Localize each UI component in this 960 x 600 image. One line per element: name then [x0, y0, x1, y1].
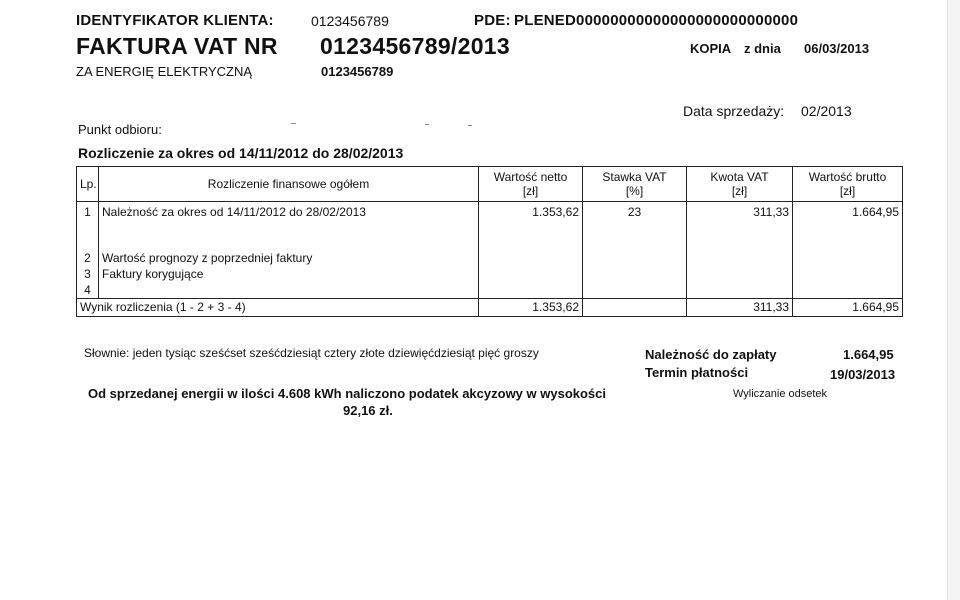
amount-in-words: Słownie: jeden tysiąc sześćset sześćdziesiąt cztery złote dziewięćdziesiąt pięć groszy [84, 346, 539, 360]
cell-brutto [793, 282, 903, 299]
sale-date-value: 02/2013 [801, 103, 852, 119]
table-row [77, 282, 903, 299]
amount-due-label: Należność do zapłaty [645, 347, 777, 362]
sale-date-label: Data sprzedaży: [683, 103, 785, 119]
cell-brutto: 1.664,95 [793, 202, 903, 225]
energy-label: ZA ENERGIĘ ELEKTRYCZNĄ [76, 64, 253, 79]
cell-vat-rate: 23 [583, 202, 687, 225]
cell-vat-amount: 311,33 [687, 202, 793, 225]
summary-vat-rate [583, 299, 687, 317]
cell-vat-rate [583, 282, 687, 299]
column-header-description: Rozliczenie finansowe ogółem [99, 167, 479, 202]
table-header-row [77, 167, 903, 202]
settlement-table [76, 166, 903, 317]
invoice-title: FAKTURA VAT NR [76, 33, 278, 59]
delivery-point-label: Punkt odbioru: [78, 122, 162, 137]
summary-row [77, 299, 903, 317]
payment-term-value: 19/03/2013 [830, 367, 896, 382]
column-header-vat-amount: Kwota VAT [zł] [687, 167, 793, 202]
client-id-label: IDENTYFIKATOR KLIENTA: [76, 12, 274, 29]
column-header-netto: Wartość netto [zł] [479, 167, 583, 202]
cell-vat-amount [687, 250, 793, 266]
invoice-number: 0123456789/2013 [320, 33, 510, 59]
interest-calculation-label: Wyliczanie odsetek [733, 388, 828, 400]
cell-netto: 1.353,62 [479, 202, 583, 225]
summary-vat-amount: 311,33 [687, 299, 793, 317]
table-row [77, 250, 903, 266]
cell-description [99, 282, 479, 299]
cell-description: Wartość prognozy z poprzedniej faktury [99, 250, 479, 266]
cell-description: Należność za okres od 14/11/2012 do 28/02/2013 [99, 202, 479, 225]
cell-brutto [793, 266, 903, 282]
cell-netto [479, 266, 583, 282]
excise-tax-amount: 92,16 zł. [343, 403, 393, 418]
pde-value: PLENED00000000000000000000000000 [514, 12, 799, 29]
cell-lp: 1 [77, 202, 99, 225]
table-row-spacer [77, 224, 903, 250]
copy-label: KOPIA [690, 41, 732, 56]
issue-date-label: z dnia [744, 41, 781, 56]
excise-tax-text: Od sprzedanej energii w ilości 4.608 kWh naliczono podatek akcyzowy w wysokości [88, 386, 607, 401]
column-header-brutto: Wartość brutto [zł] [793, 167, 903, 202]
issue-date: 06/03/2013 [804, 41, 870, 56]
cell-vat-rate [583, 250, 687, 266]
redaction-mark [468, 125, 472, 126]
client-id-value: 0123456789 [311, 13, 389, 29]
cell-description: Faktury korygujące [99, 266, 479, 282]
column-header-vat-rate: Stawka VAT [%] [583, 167, 687, 202]
summary-brutto: 1.664,95 [793, 299, 903, 317]
cell-vat-amount [687, 266, 793, 282]
energy-value: 0123456789 [321, 64, 394, 79]
cell-vat-rate [583, 266, 687, 282]
pde-label: PDE: [474, 12, 511, 29]
summary-label: Wynik rozliczenia (1 - 2 + 3 - 4) [77, 299, 479, 317]
cell-vat-amount [687, 282, 793, 299]
redaction-mark [291, 123, 296, 124]
cell-netto [479, 250, 583, 266]
column-header-lp: Lp. [77, 167, 99, 202]
cell-lp: 2 [77, 250, 99, 266]
table-row [77, 202, 903, 225]
cell-lp: 3 [77, 266, 99, 282]
period-title: Rozliczenie za okres od 14/11/2012 do 28/02/2013 [78, 145, 404, 161]
table-row [77, 266, 903, 282]
summary-netto: 1.353,62 [479, 299, 583, 317]
redaction-mark [425, 124, 429, 125]
cell-lp: 4 [77, 282, 99, 299]
scrollbar-track[interactable] [947, 0, 960, 600]
cell-netto [479, 282, 583, 299]
payment-term-label: Termin płatności [645, 365, 749, 380]
amount-due-value: 1.664,95 [843, 347, 894, 362]
cell-brutto [793, 250, 903, 266]
